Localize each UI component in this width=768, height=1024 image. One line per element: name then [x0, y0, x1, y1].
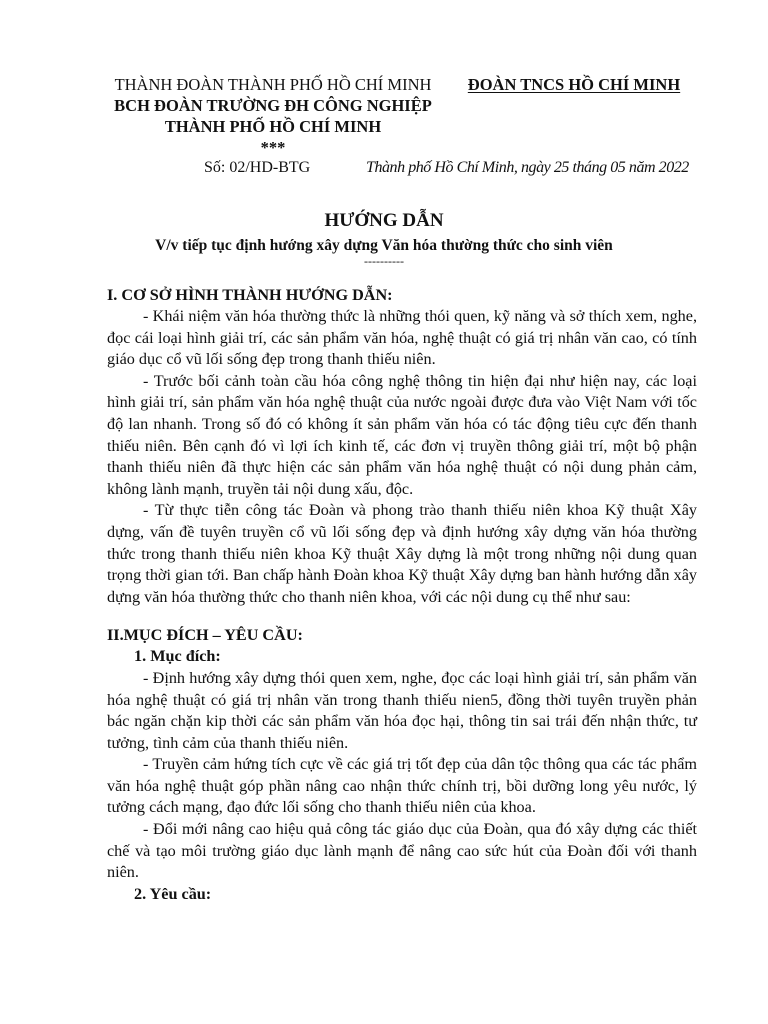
- document-date: Thành phố Hồ Chí Minh, ngày 25 tháng 05 năm 2022: [366, 159, 689, 176]
- issuing-organization-block: [98, 74, 448, 158]
- section-2-heading: II.MỤC ĐÍCH – YÊU CẦU:: [107, 626, 303, 645]
- header-stars: ***: [260, 138, 286, 157]
- document-body: [107, 284, 697, 905]
- document-subtitle: V/v tiếp tục định hướng xây dựng Văn hóa thường thức cho sinh viên: [155, 237, 613, 254]
- issuing-organization-line2: THÀNH PHỐ HỒ CHÍ MINH: [164, 117, 382, 136]
- title-divider: ----------: [364, 254, 404, 268]
- parent-organization: THÀNH ĐOÀN THÀNH PHỐ HỒ CHÍ MINH: [114, 75, 432, 94]
- subsection-2-heading: 2. Yêu cầu:: [134, 884, 212, 903]
- subsection-1-paragraph-1: - Định hướng xây dựng thói quen xem, nghe, đọc các loại hình giải trí, sản phẩm văn hóa nghệ thuật có giá trị nhân văn trong thanh thiếu nien5, đồng thời tuyên truyền phản bác ngăn chặn kip thời các sản phẩm văn hóa đọc hại, thông tin sai trái đến nhận thức, tư tưởng, tình cảm của thanh thiếu niên.: [107, 668, 697, 752]
- issuing-organization-line1: BCH ĐOÀN TRƯỜNG ĐH CÔNG NGHIỆP: [114, 96, 432, 115]
- section-1-paragraph-3: - Từ thực tiễn công tác Đoàn và phong trào thanh thiếu niên khoa Kỹ thuật Xây dựng, vấn đề tuyên truyền cổ vũ lối sống đẹp và định hướng xây dựng văn hóa thường thức trong thanh thiếu niên khoa Kỹ thuật Xây dựng là một trong những nội dung quan trọng thời gian tới. Ban chấp hành Đoàn khoa Kỹ thuật Xây dựng ban hành hướng dẫn xây dựng văn hóa thường thức cho thanh niên khoa, với các nội dung cụ thể như sau:: [107, 501, 697, 606]
- section-1-paragraph-1: - Khái niệm văn hóa thường thức là những thói quen, kỹ năng và sở thích xem, nghe, đọc cái loại hình giải trí, các sản phẩm văn hóa, nghệ thuật có giá trị nhân văn cao, có tính giáo dục cổ vũ lối sống đẹp trong thanh thiếu niên.: [107, 307, 697, 369]
- document-number: Số: 02/HD-BTG: [204, 159, 311, 176]
- section-spacer: [107, 608, 697, 624]
- union-name: ĐOÀN TNCS HỒ CHÍ MINH: [467, 75, 681, 94]
- section-1-heading: I. CƠ SỞ HÌNH THÀNH HƯỚNG DẪN:: [107, 286, 393, 304]
- subsection-1-paragraph-3: - Đổi mới nâng cao hiệu quả công tác giáo dục của Đoàn, qua đó xây dựng các thiết chế và tạo môi trường giáo dục lành mạnh để nâng cao sức hút của Đoàn đối với thanh niên.: [107, 820, 697, 882]
- subsection-1-paragraph-2: - Truyền cảm hứng tích cực về các giá trị tốt đẹp của dân tộc thông qua các tác phẩm văn hóa nghệ thuật góp phần nâng cao nhận thức chính trị, bồi dưỡng long yêu nước, lý tưởng cách mạng, đạo đức lối sống cho thanh thiếu niên của khoa.: [107, 755, 697, 817]
- subsection-1-heading: 1. Mục đích:: [134, 647, 221, 666]
- document-title: HƯỚNG DẪN: [324, 210, 444, 231]
- section-1-paragraph-2: - Trước bối cảnh toàn cầu hóa công nghệ thông tin hiện đại như hiện nay, các loại hình giải trí, sản phẩm văn hóa nghệ thuật của nước ngoài được đưa vào Việt Nam với tốc độ lan nhanh. Trong số đó có không ít sản phẩm văn hóa có tác động tiêu cực đến thanh thiếu niên. Bên cạnh đó vì lợi ích kinh tế, các đơn vị truyền thông giải trí, một bộ phận thanh thiếu niên đã thực hiện các sản phẩm văn hóa nghệ thuật có nội dung phản cảm, không lành mạnh, truyền tải nội dung xấu, độc.: [107, 371, 697, 498]
